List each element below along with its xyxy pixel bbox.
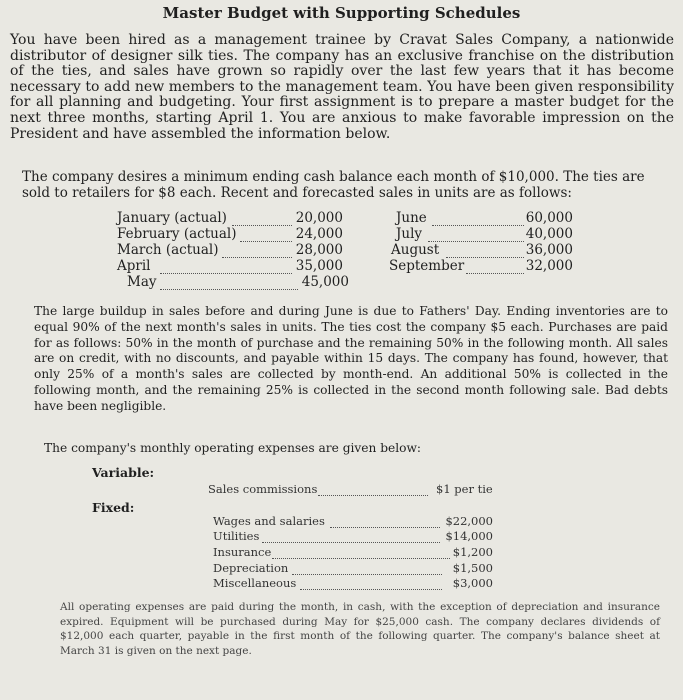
expense-amount: $1 per tie bbox=[436, 482, 493, 496]
expense-amount: $22,000 bbox=[445, 514, 493, 528]
page-title: Master Budget with Supporting Schedules bbox=[162, 4, 521, 22]
fixed-label: Fixed: bbox=[92, 500, 135, 515]
leader-dots bbox=[272, 557, 450, 559]
intro-paragraph: You have been hired as a management trainee by Cravat Sales Company, a nationwide distributor of designer silk ties. The company has an exclusive franchise on the distribution of the ties, and sales have grown so rapidly over the last few years that it has become necessary to add new members to the management team. You have been given responsibility for all planning and budgeting. Your first assignment is to prepare a master budget for the next three months, starting April 1. You are anxious to make favorable impression on the President and have assembled the information below. bbox=[10, 32, 674, 142]
units-value: 32,000 bbox=[525, 258, 573, 274]
month-label: July bbox=[396, 226, 423, 242]
sales-row-april bbox=[117, 259, 150, 275]
leader-dots bbox=[466, 272, 524, 274]
expense-amount: $14,000 bbox=[445, 529, 493, 543]
expense-name: Wages and salaries bbox=[213, 514, 325, 528]
expense-name: Sales commissions bbox=[208, 482, 318, 496]
expense-amount: $1,200 bbox=[452, 545, 493, 559]
month-label: April bbox=[117, 258, 151, 274]
expense-amount: $1,500 bbox=[452, 561, 493, 575]
expense-name: Depreciation bbox=[213, 561, 289, 575]
units-value: 35,000 bbox=[295, 258, 343, 274]
units-value: 24,000 bbox=[295, 226, 343, 242]
month-label: June bbox=[396, 210, 427, 226]
leader-dots bbox=[222, 256, 292, 258]
sales-row-may bbox=[127, 275, 157, 291]
closing-paragraph: All operating expenses are paid during the month, in cash, with the exception of depreciation and insurance expired. Equipment will be purchased during May for $25,000 cash. The company declares dividends of $12,000 each quarter, payable in the first month of the following quarter. The company's balance sheet at March 31 is given on the next page. bbox=[60, 601, 660, 657]
sales-row-march bbox=[117, 243, 219, 259]
leader-dots bbox=[428, 240, 524, 242]
leader-dots bbox=[240, 240, 292, 242]
month-label: September bbox=[389, 258, 465, 274]
expense-name: Insurance bbox=[213, 545, 272, 559]
units-value: 36,000 bbox=[525, 242, 573, 258]
buildup-paragraph: The large buildup in sales before and during June is due to Fathers' Day. Ending inventories are to equal 90% of the next month's sales in units. The ties cost the company $5 each. Purchases are paid for as follows: 50% in the month of purchase and the remaining 50% in the following month. All sales are on credit, with no discounts, and payable within 15 days. The company has found, however, that only 25% of a month's sales are collected by month-end. An additional 50% is collected in the following month, and the remaining 25% is collected in the second month following sale. Bad debts have been negligible. bbox=[34, 304, 668, 413]
month-label: August bbox=[391, 242, 440, 258]
cash-sales-paragraph: The company desires a minimum ending cash balance each month of $10,000. The ties are sold to retailers for $8 each. Recent and forecasted sales in units are as follows: bbox=[22, 169, 645, 201]
sales-row-july bbox=[396, 227, 422, 243]
sales-row-august bbox=[391, 243, 439, 259]
month-label: May bbox=[127, 274, 157, 290]
units-value: 40,000 bbox=[525, 226, 573, 242]
leader-dots bbox=[160, 272, 292, 274]
variable-label: Variable: bbox=[92, 465, 155, 480]
month-label: January (actual) bbox=[117, 210, 227, 226]
leader-dots bbox=[432, 224, 524, 226]
leader-dots bbox=[318, 494, 428, 496]
expense-name: Utilities bbox=[213, 529, 260, 543]
leader-dots bbox=[300, 588, 442, 590]
sales-row-february bbox=[117, 227, 236, 243]
expenses-intro: The company's monthly operating expenses are given below: bbox=[44, 441, 422, 455]
leader-dots bbox=[232, 224, 292, 226]
leader-dots bbox=[262, 541, 440, 543]
units-value: 28,000 bbox=[295, 242, 343, 258]
leader-dots bbox=[160, 288, 298, 290]
leader-dots bbox=[292, 573, 442, 575]
sales-row-june bbox=[396, 211, 427, 227]
sales-row-september bbox=[389, 259, 464, 275]
units-value: 60,000 bbox=[525, 210, 573, 226]
sales-row-january bbox=[117, 211, 227, 227]
month-label: February (actual) bbox=[117, 226, 237, 242]
month-label: March (actual) bbox=[117, 242, 219, 258]
units-value: 20,000 bbox=[295, 210, 343, 226]
leader-dots bbox=[330, 526, 440, 528]
expense-amount: $3,000 bbox=[452, 576, 493, 590]
units-value: 45,000 bbox=[301, 274, 349, 290]
expense-name: Miscellaneous bbox=[213, 576, 297, 590]
